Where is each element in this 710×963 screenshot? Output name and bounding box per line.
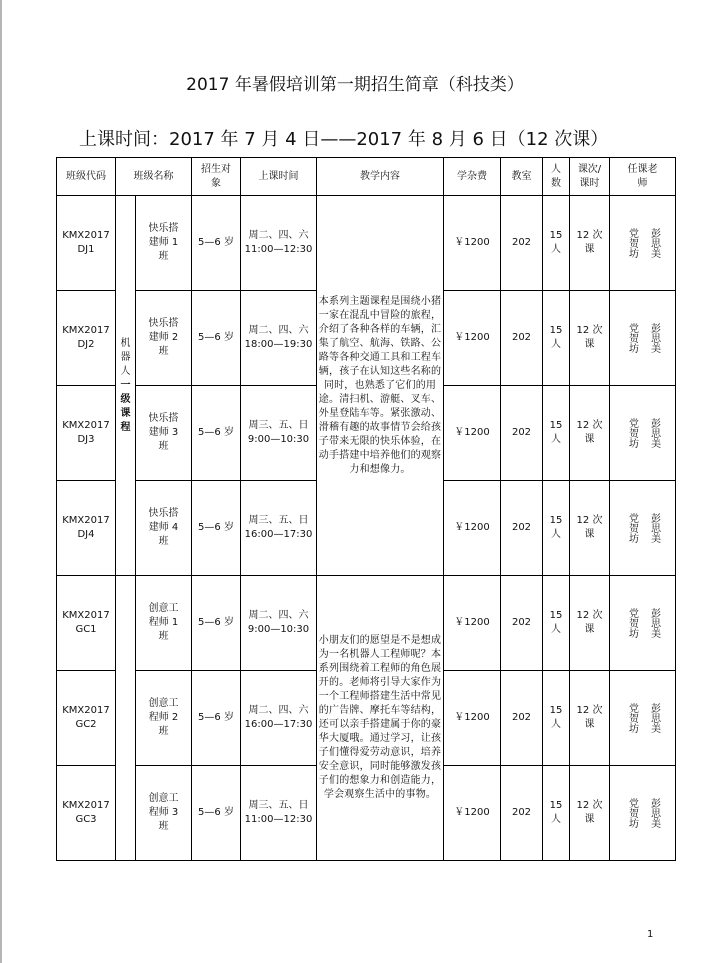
header-classroom: 教室: [501, 158, 543, 196]
page-number: 1: [647, 929, 654, 940]
sessions-cell: 12 次 课: [570, 291, 610, 386]
table-row: [57, 576, 676, 671]
age-cell: 5—6 岁: [192, 481, 241, 576]
class-name-cell: 创意工 程师 2 班: [136, 671, 192, 766]
teacher-cell: 党贺坊 彭思美: [610, 481, 676, 576]
classroom-cell: 202: [501, 196, 543, 291]
header-class-code: 班级代码: [57, 158, 116, 196]
count-cell: 15 人: [543, 386, 570, 481]
sessions-cell: 12 次 课: [570, 386, 610, 481]
class-name-cell: 快乐搭 建师 1 班: [136, 196, 192, 291]
class-code-cell: KMX2017 DJ2: [57, 291, 116, 386]
fee-cell: ￥1200: [444, 576, 501, 671]
classroom-cell: 202: [501, 766, 543, 861]
fee-cell: ￥1200: [444, 386, 501, 481]
header-class-name: 班级名称: [116, 158, 192, 196]
age-cell: 5—6 岁: [192, 671, 241, 766]
class-code-cell: KMX2017 DJ3: [57, 386, 116, 481]
classroom-cell: 202: [501, 481, 543, 576]
time-cell: 周三、五、日 11:00—12:30: [241, 766, 317, 861]
teacher-cell: 党贺坊 彭思美: [610, 196, 676, 291]
sessions-cell: 12 次 课: [570, 766, 610, 861]
count-cell: 15 人: [543, 576, 570, 671]
classroom-cell: 202: [501, 576, 543, 671]
class-code-cell: KMX2017 DJ1: [57, 196, 116, 291]
age-cell: 5—6 岁: [192, 766, 241, 861]
class-name-cell: 快乐搭 建师 2 班: [136, 291, 192, 386]
age-cell: 5—6 岁: [192, 386, 241, 481]
class-name-cell: 快乐搭 建师 3 班: [136, 386, 192, 481]
teacher-cell: 党贺坊 彭思美: [610, 291, 676, 386]
classroom-cell: 202: [501, 291, 543, 386]
fee-cell: ￥1200: [444, 766, 501, 861]
time-cell: 周三、五、日 9:00—10:30: [241, 386, 317, 481]
header-sessions: 课次/ 课时: [570, 158, 610, 196]
course-group-empty-cell: [116, 576, 136, 861]
header-class-time: 上课时间: [241, 158, 317, 196]
teacher-cell: 党贺坊 彭思美: [610, 671, 676, 766]
sessions-cell: 12 次 课: [570, 671, 610, 766]
enrollment-table: [56, 157, 676, 861]
classroom-cell: 202: [501, 386, 543, 481]
time-cell: 周二、四、六 16:00—17:30: [241, 671, 317, 766]
count-cell: 15 人: [543, 766, 570, 861]
page-left-edge: [0, 0, 2, 963]
table-header-row: [57, 158, 676, 196]
class-code-cell: KMX2017 GC3: [57, 766, 116, 861]
time-cell: 周二、四、六 11:00—12:30: [241, 196, 317, 291]
teaching-content-cell: 本系列主题课程是围绕小猪一家在混乱中冒险的旅程，介绍了各种各样的车辆，汇集了航空、航海、铁路、公路等各种交通工具和工程车辆，孩子在认知这些名称的同时，也熟悉了它们的用途。清扫机、游艇、叉车、外星登陆车等。紧张激动、滑稽有趣的故事情节会给孩子带来无限的快乐体验，在动手搭建中培养他们的观察力和想像力。: [317, 196, 444, 576]
time-cell: 周二、四、六 9:00—10:30: [241, 576, 317, 671]
class-code-cell: KMX2017 DJ4: [57, 481, 116, 576]
teaching-content-cell: 小朋友们的愿望是不是想成为一名机器人工程师呢？本系列围绕着工程师的角色展开的。老师将引导大家作为一个工程师搭建生活中常见的广告牌、摩托车等结构，还可以亲手搭建属于你的豪华大厦哦。通过学习，让孩子们懂得爱劳动意识，培养安全意识，同时能够激发孩子们的想象力和创造能力，学会观察生活中的事物。: [317, 576, 444, 861]
class-name-cell: 创意工 程师 1 班: [136, 576, 192, 671]
sessions-cell: 12 次 课: [570, 481, 610, 576]
age-cell: 5—6 岁: [192, 576, 241, 671]
fee-cell: ￥1200: [444, 671, 501, 766]
course-group-cell: 机器人 一 级课程: [116, 196, 136, 576]
age-cell: 5—6 岁: [192, 291, 241, 386]
count-cell: 15 人: [543, 291, 570, 386]
count-cell: 15 人: [543, 671, 570, 766]
schedule-subtitle: 上课时间：2017 年 7 月 4 日——2017 年 8 月 6 日（12 次课）: [79, 129, 609, 150]
class-code-cell: KMX2017 GC1: [57, 576, 116, 671]
header-fee: 学杂费: [444, 158, 501, 196]
classroom-cell: 202: [501, 671, 543, 766]
fee-cell: ￥1200: [444, 196, 501, 291]
teacher-cell: 党贺坊 彭思美: [610, 576, 676, 671]
document-title: 2017 年暑假培训第一期招生简章（科技类）: [186, 75, 524, 95]
fee-cell: ￥1200: [444, 291, 501, 386]
header-teaching-content: 教学内容: [317, 158, 444, 196]
header-count: 人 数: [543, 158, 570, 196]
class-name-cell: 创意工 程师 3 班: [136, 766, 192, 861]
class-code-cell: KMX2017 GC2: [57, 671, 116, 766]
fee-cell: ￥1200: [444, 481, 501, 576]
header-target-age: 招生对 象: [192, 158, 241, 196]
sessions-cell: 12 次 课: [570, 196, 610, 291]
teacher-cell: 党贺坊 彭思美: [610, 766, 676, 861]
table-row: [57, 196, 676, 291]
time-cell: 周二、四、六 18:00—19:30: [241, 291, 317, 386]
time-cell: 周三、五、日 16:00—17:30: [241, 481, 317, 576]
teacher-cell: 党贺坊 彭思美: [610, 386, 676, 481]
count-cell: 15 人: [543, 196, 570, 291]
sessions-cell: 12 次 课: [570, 576, 610, 671]
header-teacher: 任课老 师: [610, 158, 676, 196]
count-cell: 15 人: [543, 481, 570, 576]
age-cell: 5—6 岁: [192, 196, 241, 291]
class-name-cell: 快乐搭 建师 4 班: [136, 481, 192, 576]
